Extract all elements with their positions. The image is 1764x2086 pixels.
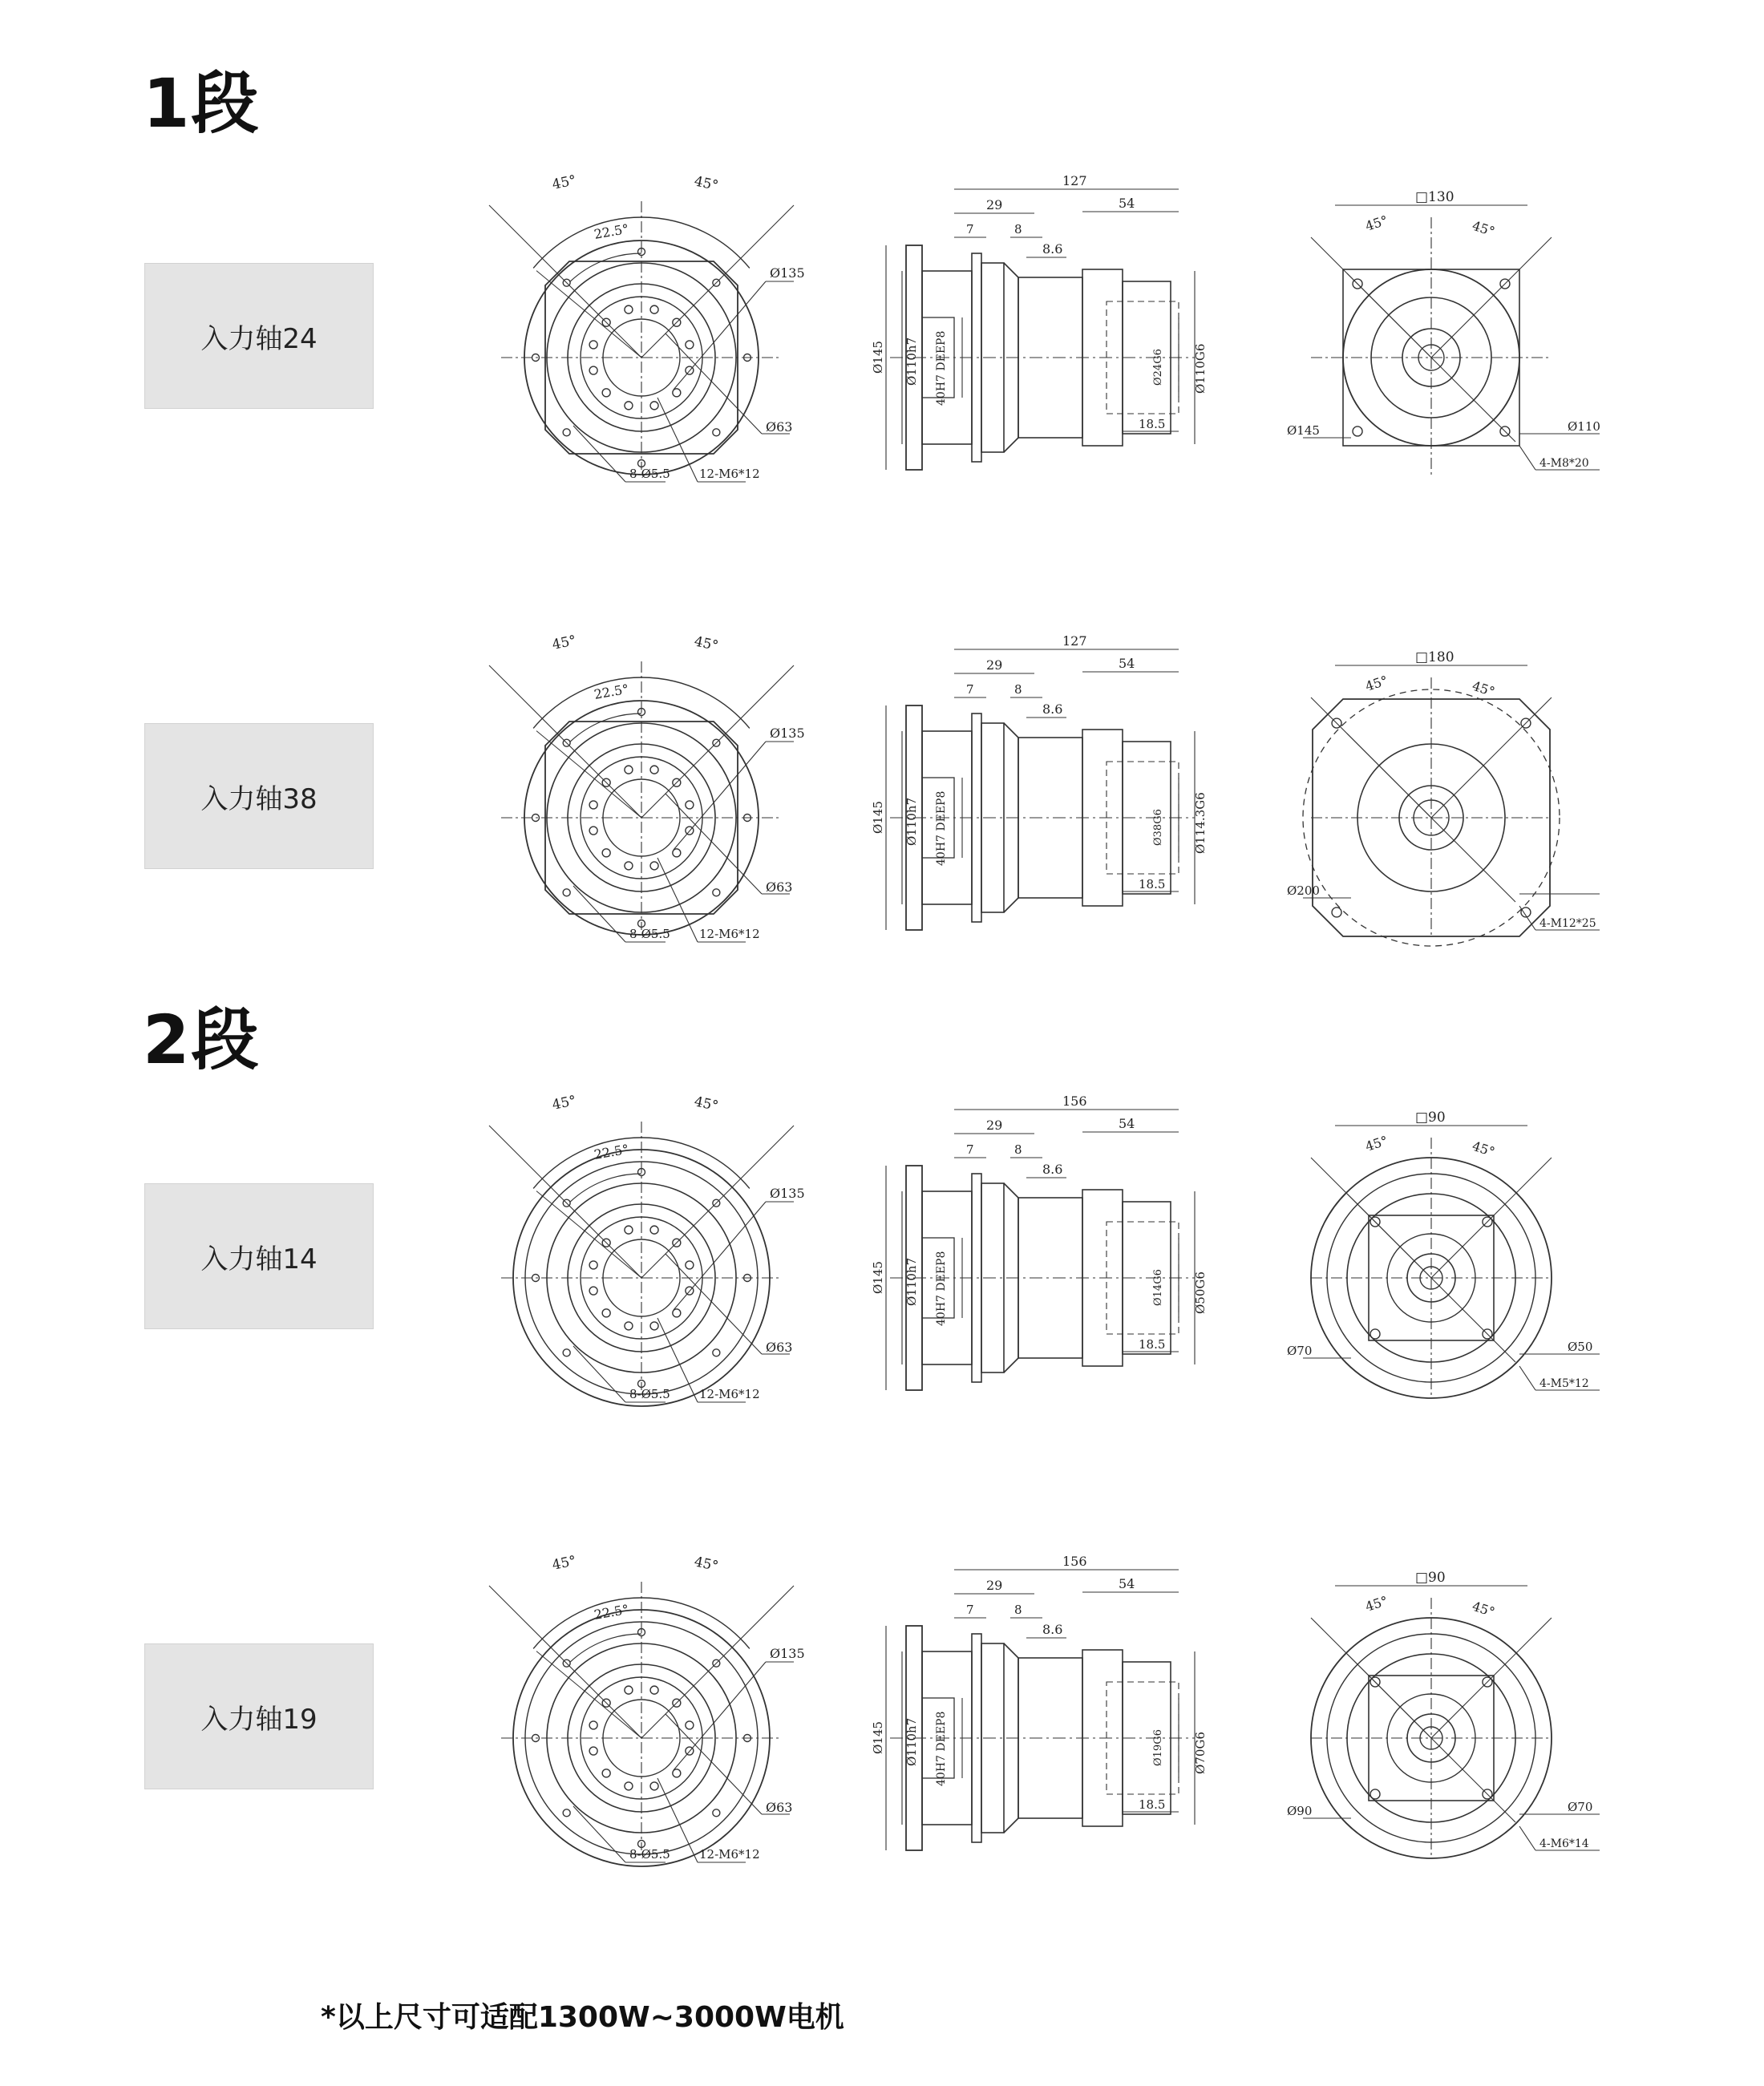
- dimension-label: 22.5°: [593, 220, 630, 242]
- stage1-title: 1段: [143, 64, 261, 143]
- dimension-label: 12-M6*12: [699, 927, 760, 941]
- dimension-label: 156: [1062, 1554, 1087, 1569]
- drawing-circle: [625, 1226, 633, 1234]
- drawing-circle: [686, 1261, 694, 1269]
- rear-view: [1287, 189, 1600, 478]
- dimension-label: Ø24G6: [1152, 349, 1164, 386]
- drawing-circle: [650, 305, 658, 313]
- stage2-title: 2段: [143, 1001, 261, 1079]
- dimension-label: Ø70: [1568, 1800, 1593, 1814]
- dimension-label: 45°: [1470, 1138, 1497, 1160]
- drawing-circle: [650, 402, 658, 410]
- drawing-circle: [713, 429, 720, 436]
- rear-view: [1287, 1570, 1600, 1858]
- dimension-label: 54: [1119, 656, 1135, 671]
- drawing-circle: [673, 1769, 681, 1777]
- input-shaft-label-14: 入力轴14: [144, 1183, 374, 1329]
- dimension-label: □180: [1415, 649, 1454, 665]
- drawing-rect: [1018, 1198, 1082, 1358]
- dimension-label: 45°: [550, 1553, 578, 1574]
- dimension-label: Ø145: [871, 341, 885, 374]
- drawing-circle: [650, 1226, 658, 1234]
- dimension-label: 45°: [692, 1554, 720, 1575]
- dimension-label: 18.5: [1139, 877, 1166, 891]
- dimension-label: 40H7 DEEP8: [935, 1251, 948, 1326]
- drawing-rect: [1018, 1658, 1082, 1818]
- drawing-circle: [1353, 426, 1362, 436]
- dimension-label: 45°: [550, 1093, 578, 1114]
- drawing-circle: [686, 801, 694, 809]
- side-view: [871, 1094, 1208, 1390]
- input-shaft-label-38: 入力轴38: [144, 723, 374, 869]
- dimension-label: 8.6: [1042, 1162, 1063, 1177]
- dimension-label: 22.5°: [593, 1601, 630, 1623]
- side-view: [871, 633, 1208, 930]
- angle-arc: [570, 1634, 641, 1662]
- dimension-label: 54: [1119, 1116, 1135, 1131]
- drawing-circle: [589, 1287, 597, 1295]
- drawing-line: [674, 281, 766, 390]
- dimension-label: 7: [966, 1603, 974, 1617]
- dimension-label: 45°: [1363, 1592, 1390, 1615]
- drawing-circle: [589, 827, 597, 835]
- dimension-label: 4-M5*12: [1539, 1377, 1589, 1390]
- dimension-label: 45°: [1363, 212, 1390, 234]
- dimension-label: Ø14G6: [1152, 1269, 1164, 1306]
- drawing-circle: [589, 1261, 597, 1269]
- dimension-label: 18.5: [1139, 1797, 1166, 1812]
- drawing-line: [674, 1202, 766, 1310]
- dimension-label: 40H7 DEEP8: [935, 790, 948, 866]
- drawing-circle: [650, 1782, 658, 1790]
- input-shaft-label-24: 入力轴24: [144, 263, 374, 409]
- dimension-label: 45°: [692, 633, 720, 655]
- dimension-label: 29: [986, 1578, 1003, 1593]
- drawing-circle: [589, 366, 597, 374]
- dimension-label: 4-M12*25: [1539, 917, 1596, 930]
- dimension-label: 8.6: [1042, 1622, 1063, 1637]
- side-view: [871, 173, 1208, 470]
- dimension-label: 29: [986, 197, 1003, 212]
- drawing-circle: [625, 1322, 633, 1330]
- dimension-label: Ø70G6: [1193, 1732, 1208, 1774]
- dimension-label: 8.6: [1042, 241, 1063, 257]
- drawing-circle: [625, 766, 633, 774]
- drawing-circle: [563, 1349, 570, 1356]
- dimension-label: 12-M6*12: [699, 467, 760, 481]
- dimension-label: Ø135: [770, 726, 805, 741]
- drawing-circle: [1370, 1329, 1380, 1339]
- drawing-circle: [563, 889, 570, 896]
- dimension-label: 45°: [692, 1094, 720, 1115]
- drawing-circle: [602, 849, 610, 857]
- dimension-label: 7: [966, 1142, 974, 1157]
- dimension-label: Ø63: [766, 879, 793, 895]
- drawing-circle: [650, 766, 658, 774]
- dimension-label: Ø110G6: [1193, 343, 1208, 394]
- drawing-circle: [625, 1782, 633, 1790]
- dimension-label: □130: [1415, 189, 1454, 205]
- dimension-label: 8-Ø5.5: [629, 1847, 670, 1862]
- dimension-label: Ø110: [1568, 419, 1600, 434]
- dimension-label: Ø135: [770, 1186, 805, 1201]
- dimension-label: 127: [1062, 173, 1087, 188]
- dimension-label: 45°: [1470, 217, 1497, 240]
- side-view: [871, 1554, 1208, 1850]
- drawing-circle: [625, 305, 633, 313]
- dimension-label: 45°: [1470, 677, 1497, 700]
- dimension-label: Ø63: [766, 1800, 793, 1815]
- drawing-circle: [625, 1686, 633, 1694]
- drawing-rect: [1018, 738, 1082, 898]
- dimension-label: 12-M6*12: [699, 1847, 760, 1862]
- dimension-label: 8: [1014, 682, 1022, 697]
- dimension-label: 4-M6*14: [1539, 1837, 1589, 1850]
- dimension-label: 8: [1014, 1603, 1022, 1617]
- dimension-label: Ø63: [766, 1340, 793, 1355]
- drawing-line: [674, 1662, 766, 1770]
- dimension-label: Ø145: [871, 1261, 885, 1294]
- front-view: [489, 1553, 805, 1866]
- dimension-label: 29: [986, 657, 1003, 673]
- rear-view: [1287, 649, 1600, 946]
- drawing-circle: [602, 1309, 610, 1317]
- dimension-label: 45°: [692, 173, 720, 195]
- dimension-label: Ø145: [1287, 423, 1320, 438]
- drawing-line: [573, 1346, 625, 1402]
- dimension-label: 7: [966, 222, 974, 236]
- drawing-line: [573, 1806, 625, 1862]
- dimension-label: 54: [1119, 196, 1135, 211]
- drawing-circle: [650, 1686, 658, 1694]
- dimension-label: Ø50G6: [1193, 1271, 1208, 1314]
- drawing-line: [1431, 697, 1552, 818]
- dimension-label: 8-Ø5.5: [629, 927, 670, 941]
- dimension-label: 45°: [1470, 1598, 1497, 1620]
- drawing-line: [1519, 1366, 1535, 1390]
- dimension-label: Ø110h7: [904, 1257, 919, 1306]
- dimension-label: 40H7 DEEP8: [935, 1711, 948, 1786]
- drawing-circle: [589, 801, 597, 809]
- footnote: *以上尺寸可适配1300W~3000W电机: [321, 2001, 844, 2034]
- angle-arc: [570, 1174, 641, 1202]
- dimension-label: 45°: [1363, 1132, 1390, 1154]
- drawing-circle: [713, 1349, 720, 1356]
- dimension-label: 22.5°: [593, 681, 630, 702]
- dimension-label: 45°: [550, 172, 578, 193]
- drawing-line: [1431, 237, 1552, 358]
- dimension-label: Ø110h7: [904, 337, 919, 386]
- drawing-circle: [625, 862, 633, 870]
- front-view: [489, 172, 805, 482]
- drawing-circle: [563, 1809, 570, 1817]
- drawing-circle: [589, 1747, 597, 1755]
- dimension-label: Ø110h7: [904, 797, 919, 846]
- front-view: [489, 633, 805, 942]
- dimension-label: 22.5°: [593, 1141, 630, 1162]
- dimension-label: Ø135: [770, 1646, 805, 1661]
- drawing-circle: [673, 389, 681, 397]
- dimension-label: 45°: [1363, 672, 1390, 694]
- rear-view: [1287, 1110, 1600, 1398]
- dimension-label: Ø90: [1287, 1804, 1313, 1818]
- input-shaft-label-19: 入力轴19: [144, 1643, 374, 1789]
- drawing-line: [1311, 697, 1431, 818]
- dimension-label: 8-Ø5.5: [629, 467, 670, 481]
- drawing-circle: [602, 389, 610, 397]
- drawing-circle: [673, 1309, 681, 1317]
- dimension-label: 18.5: [1139, 1337, 1166, 1352]
- dimension-label: 156: [1062, 1094, 1087, 1109]
- drawing-circle: [686, 1721, 694, 1729]
- drawing-line: [674, 742, 766, 850]
- drawing-line: [1311, 237, 1431, 358]
- dimension-label: Ø19G6: [1152, 1729, 1164, 1766]
- dimension-label: 29: [986, 1118, 1003, 1133]
- dimension-label: Ø114.3G6: [1193, 792, 1208, 854]
- dimension-label: 54: [1119, 1576, 1135, 1591]
- drawing-rect: [1018, 277, 1082, 438]
- drawing-line: [1519, 1826, 1535, 1850]
- drawing-circle: [602, 1769, 610, 1777]
- dimension-label: 8: [1014, 1142, 1022, 1157]
- drawing-circle: [589, 1721, 597, 1729]
- dimension-label: 8-Ø5.5: [629, 1387, 670, 1401]
- dimension-label: Ø110h7: [904, 1717, 919, 1766]
- dimension-label: 12-M6*12: [699, 1387, 760, 1401]
- drawing-line: [1519, 906, 1535, 930]
- dimension-label: 8: [1014, 222, 1022, 236]
- dimension-label: □90: [1415, 1110, 1446, 1126]
- dimension-label: Ø63: [766, 419, 793, 435]
- drawing-circle: [625, 402, 633, 410]
- dimension-label: 127: [1062, 633, 1087, 649]
- dimension-label: Ø145: [871, 801, 885, 834]
- drawing-circle: [686, 341, 694, 349]
- drawing-circle: [650, 862, 658, 870]
- front-view: [489, 1093, 805, 1406]
- dimension-label: 7: [966, 682, 974, 697]
- drawing-circle: [713, 1809, 720, 1817]
- drawing-circle: [1370, 1789, 1380, 1799]
- dimension-label: 45°: [550, 633, 578, 653]
- drawing-circle: [713, 889, 720, 896]
- drawing-circle: [1332, 908, 1341, 917]
- dimension-label: □90: [1415, 1570, 1446, 1586]
- dimension-label: Ø200: [1287, 883, 1320, 898]
- drawing-circle: [673, 849, 681, 857]
- drawing-circle: [563, 429, 570, 436]
- drawing-circle: [650, 1322, 658, 1330]
- dimension-label: Ø50: [1568, 1340, 1593, 1354]
- dimension-label: 8.6: [1042, 701, 1063, 717]
- dimension-label: 40H7 DEEP8: [935, 330, 948, 406]
- dimension-label: 18.5: [1139, 417, 1166, 431]
- drawing-circle: [589, 341, 597, 349]
- dimension-label: Ø145: [871, 1721, 885, 1754]
- dimension-label: 4-M8*20: [1539, 457, 1589, 470]
- dimension-label: Ø135: [770, 265, 805, 281]
- dimension-label: Ø38G6: [1152, 809, 1164, 846]
- dimension-label: Ø70: [1287, 1344, 1313, 1358]
- drawing-line: [1519, 446, 1535, 470]
